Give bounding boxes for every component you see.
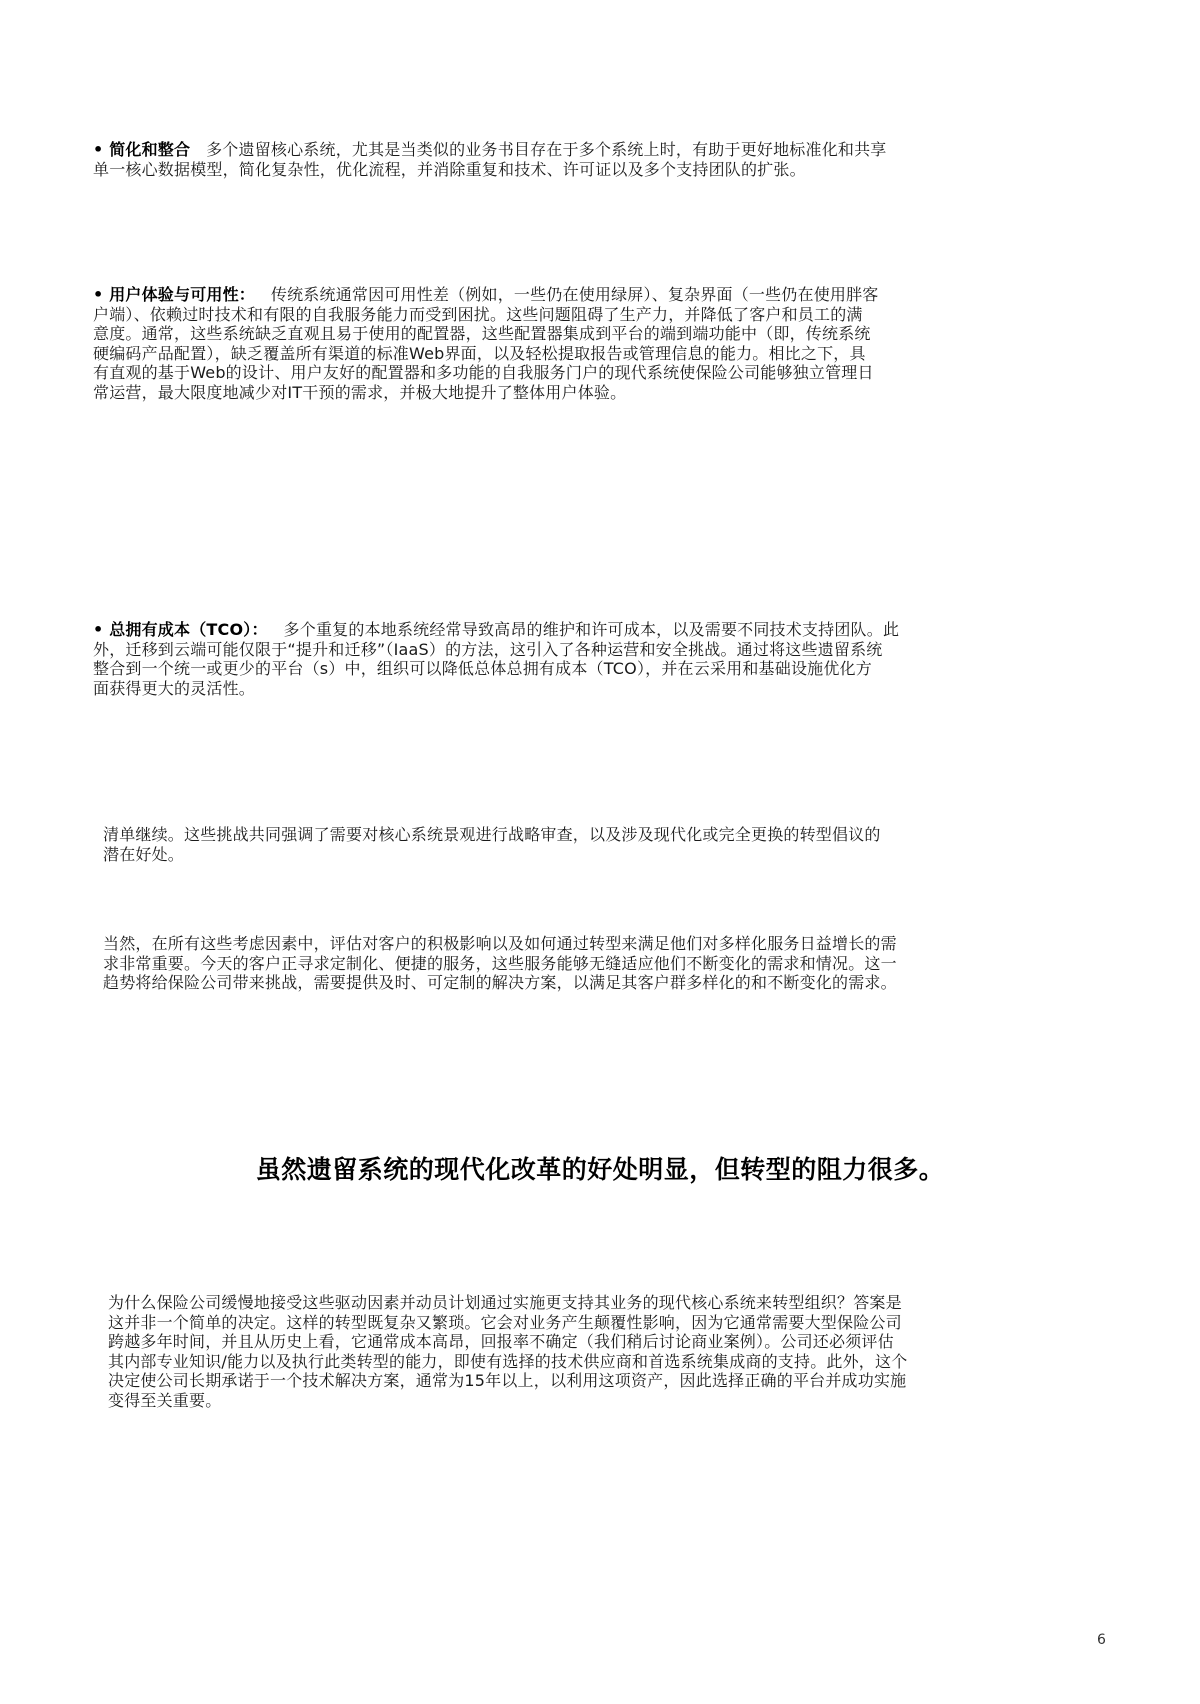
paragraph-line: 变得至关重要。 (108, 1390, 222, 1410)
section-heading: 虽然遗留系统的现代化改革的好处明显，但转型的阻力很多。 (255, 1155, 945, 1184)
paragraph-line: 多个遗留核心系统，尤其是当类似的业务书目存在于多个系统上时，有助于更好地标准化和共享 (206, 140, 887, 159)
bullet-user-experience (93, 285, 879, 402)
paragraph-line: 传统系统通常因可用性差（例如，一些仍在使用绿屏）、复杂界面（一些仍在使用胖客 (270, 285, 879, 304)
paragraph-line: 硬编码产品配置），缺乏覆盖所有渠道的标准Web界面，以及轻松提取报告或管理信息的能力。相比之下，具 (93, 343, 866, 363)
paragraph-line: 单一核心数据模型，简化复杂性，优化流程，并消除重复和技术、许可证以及多个支持团队的扩张。 (93, 159, 806, 179)
paragraph-line: 其内部专业知识/能力以及执行此类转型的能力，即使有选择的技术供应商和首选系统集成商的支持。此外，这个 (108, 1351, 908, 1371)
bullet-lead: • 简化和整合 (93, 140, 191, 159)
paragraph-line: 意度。通常，这些系统缺乏直观且易于使用的配置器，这些配置器集成到平台的端到端功能中（即，传统系统 (93, 324, 871, 343)
paragraph-line: 跨越多年时间，并且从历史上看，它通常成本高昂，回报率不确定（我们稍后讨论商业案例）。公司还必须评估 (108, 1332, 894, 1351)
paragraph-line: 这并非一个简单的决定。这样的转型既复杂又繁琐。它会对业务产生颠覆性影响，因为它通常需要大型保险公司 (108, 1312, 902, 1332)
paragraph-line: 趋势将给保险公司带来挑战，需要提供及时、可定制的解决方案，以满足其客户群多样化的和不断变化的需求。 (103, 973, 897, 992)
bullet-simplify-consolidate (93, 140, 887, 179)
paragraph-why-slow-adoption (108, 1293, 907, 1410)
paragraph-line: 有直观的基于Web的设计、用户友好的配置器和多功能的自我服务门户的现代系统使保险公司能够独立管理日 (93, 363, 874, 382)
paragraph-line: 决定使公司长期承诺于一个技术解决方案，通常为15年以上，以利用这项资产，因此选择正确的平台并成功实施 (108, 1371, 907, 1390)
bullet-lead: • 用户体验与可用性： (93, 285, 255, 304)
bullet-total-cost-of-ownership (93, 620, 899, 698)
paragraph-line: 求非常重要。今天的客户正寻求定制化、便捷的服务，这些服务能够无缝适应他们不断变化的需求和情况。这一 (103, 953, 897, 973)
paragraph-continuation (103, 825, 881, 864)
paragraph-line: 外，迁移到云端可能仅限于“提升和迁移”（IaaS）的方法，这引入了各种运营和安全挑战。通过将这些遗留系统 (93, 639, 883, 659)
bullet-lead: • 总拥有成本（TCO）： (93, 620, 268, 639)
paragraph-line: 当然，在所有这些考虑因素中，评估对客户的积极影响以及如何通过转型来满足他们对多样化服务日益增长的需 (103, 934, 897, 953)
paragraph-line: 整合到一个统一或更少的平台（s）中，组织可以降低总体总拥有成本（TCO），并在云采用和基础设施优化方 (93, 659, 872, 678)
paragraph-line: 为什么保险公司缓慢地接受这些驱动因素并动员计划通过实施更支持其业务的现代核心系统来转型组织？答案是 (108, 1293, 902, 1312)
paragraph-line: 面获得更大的灵活性。 (93, 678, 256, 698)
paragraph-line: 潜在好处。 (103, 844, 185, 864)
paragraph-line: 常运营，最大限度地减少对IT干预的需求，并极大地提升了整体用户体验。 (93, 382, 627, 402)
paragraph-customers (103, 934, 897, 993)
page-number: 6 (1097, 1632, 1106, 1648)
paragraph-line: 户端）、依赖过时技术和有限的自我服务能力而受到困扰。这些问题阻碍了生产力，并降低了客户和员工的满 (93, 304, 863, 324)
paragraph-line: 清单继续。这些挑战共同强调了需要对核心系统景观进行战略审查，以及涉及现代化或完全更换的转型倡议的 (103, 825, 881, 844)
paragraph-line: 多个重复的本地系统经常导致高昂的维护和许可成本，以及需要不同技术支持团队。此 (283, 620, 900, 639)
